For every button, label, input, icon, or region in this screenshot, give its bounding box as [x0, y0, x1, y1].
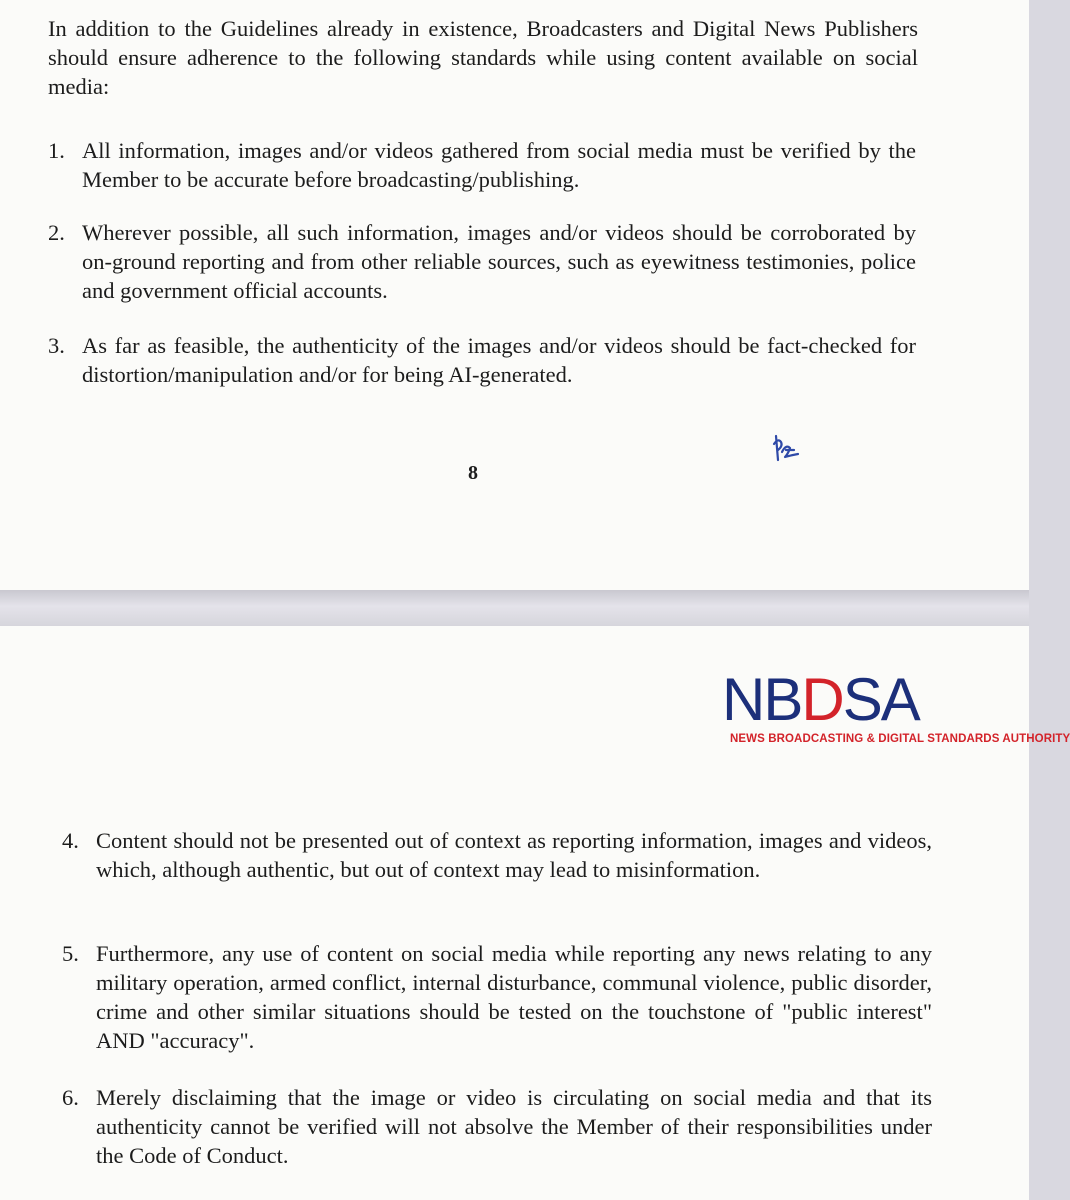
logo-wordmark: NBDSA [722, 666, 919, 733]
logo-tagline: NEWS BROADCASTING & DIGITAL STANDARDS AUTHORITY [730, 733, 1070, 745]
list-item [48, 218, 916, 305]
list-item-number: 5. [62, 941, 79, 966]
list-item [62, 826, 932, 884]
list-item-text: Content should not be presented out of context as reporting information, images and videos, which, although authentic, but out of context may lead to misinformation. [96, 828, 932, 882]
nbdsa-logo [722, 666, 1070, 746]
list-item-number: 1. [48, 138, 65, 163]
list-item-number: 3. [48, 333, 65, 358]
list-item-text: Furthermore, any use of content on social media while reporting any news relating to any military operation, armed conflict, internal disturbance, communal violence, public disorder, crime and other similar situations should be tested on the touchstone of "public interest" AND "accuracy". [96, 941, 932, 1053]
page-number: 8 [468, 462, 478, 484]
list-item [62, 1083, 932, 1170]
document-page-bottom [0, 626, 1070, 1200]
list-item-text: Wherever possible, all such information, images and/or videos should be corroborated by on-ground reporting and from other reliable sources, such as eyewitness testimonies, police and government official accounts. [82, 220, 916, 303]
intro-paragraph: In addition to the Guidelines already in existence, Broadcasters and Digital News Publishers should ensure adherence to the following standards while using content available on social media: [48, 16, 918, 99]
list-item-text: As far as feasible, the authenticity of the images and/or videos should be fact-checked for distortion/manipulation and/or for being AI-generated. [82, 333, 916, 387]
document-page-top [0, 0, 1029, 590]
handwritten-initials-signature [768, 430, 816, 464]
list-item-number: 4. [62, 828, 79, 853]
page-separator [0, 590, 1029, 626]
list-item-number: 2. [48, 220, 65, 245]
list-item-number: 6. [62, 1085, 79, 1110]
list-item-text: All information, images and/or videos gathered from social media must be verified by the Member to be accurate before broadcasting/publishing. [82, 138, 916, 192]
list-item [48, 136, 916, 194]
list-item [48, 331, 916, 389]
list-item [62, 939, 932, 1055]
list-item-text: Merely disclaiming that the image or video is circulating on social media and that its authenticity cannot be verified will not absolve the Member of their responsibilities under the Code of Conduct. [96, 1085, 932, 1168]
